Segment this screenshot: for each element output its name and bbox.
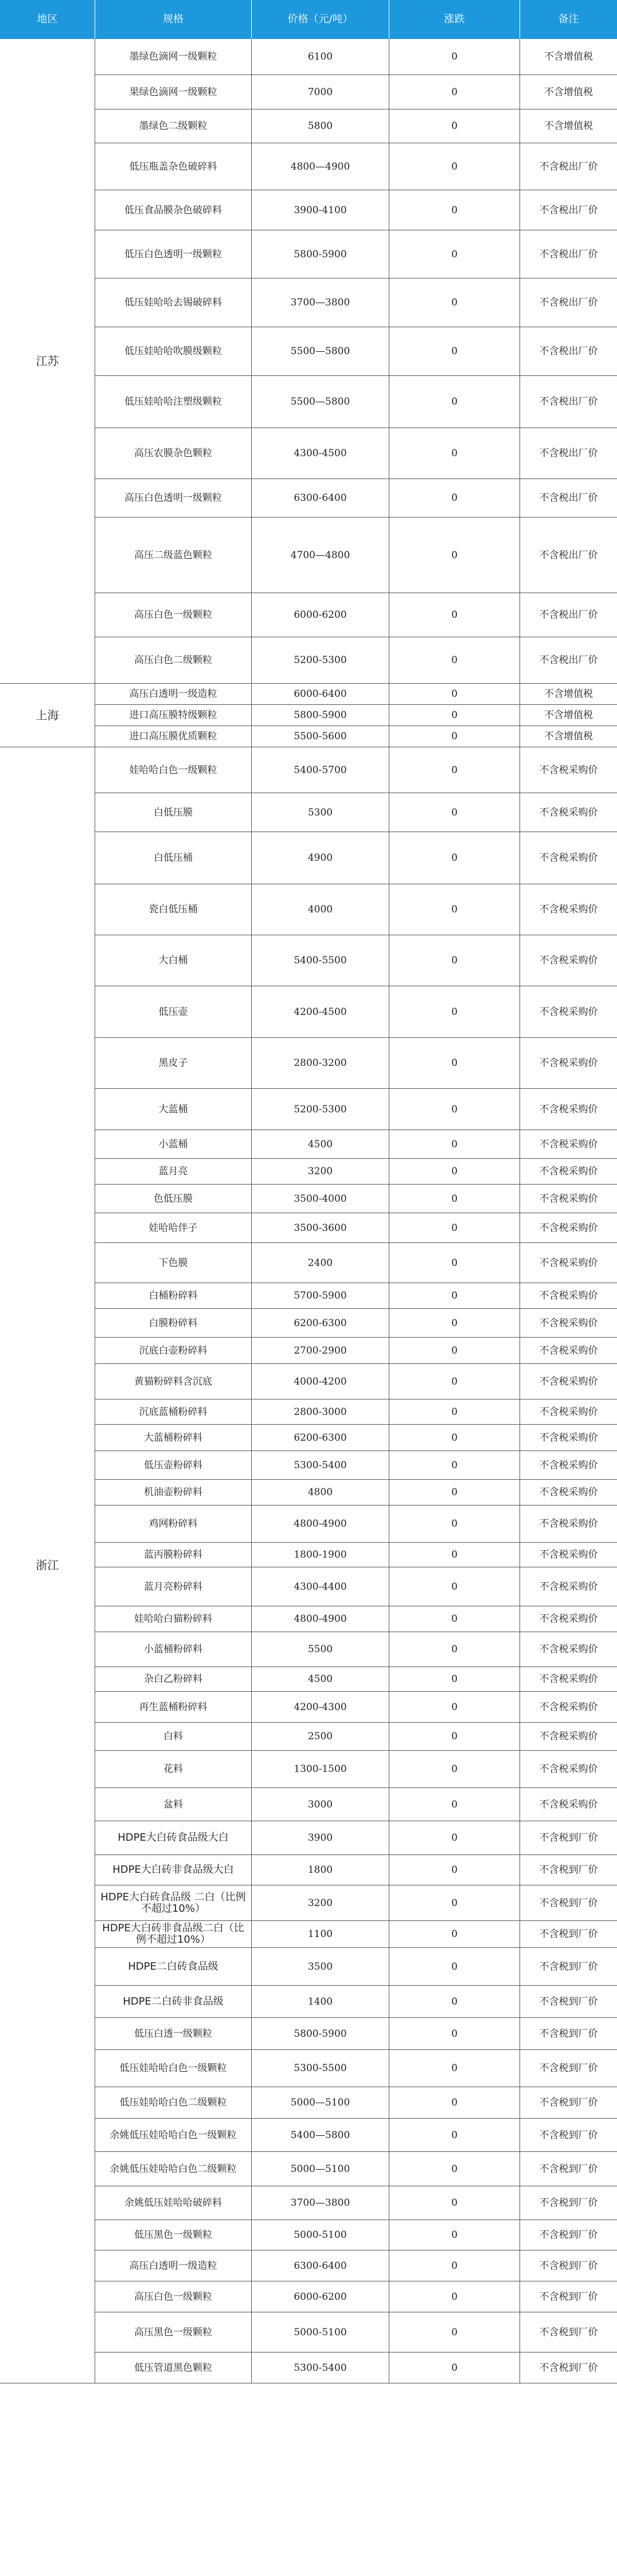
price-cell: 4500	[252, 1667, 389, 1692]
note-cell: 不含税采购价	[520, 793, 617, 832]
spec-cell: 大蓝桶	[95, 1089, 252, 1130]
change-cell: 0	[389, 832, 520, 884]
spec-cell: 进口高压膜优质颗粒	[95, 726, 252, 747]
change-cell: 0	[389, 1185, 520, 1213]
price-cell: 5000-5100	[252, 2312, 389, 2352]
price-cell: 2800-3200	[252, 1038, 389, 1089]
spec-cell: 进口高压膜特级颗粒	[95, 705, 252, 726]
note-cell: 不含税采购价	[520, 747, 617, 793]
change-cell: 0	[389, 1338, 520, 1364]
change-cell: 0	[389, 2312, 520, 2352]
note-cell: 不含税出厂价	[520, 327, 617, 376]
change-cell: 0	[389, 428, 520, 479]
spec-cell: 高压黑色一级颗粒	[95, 2312, 252, 2352]
header-region: 地区	[0, 0, 95, 39]
spec-cell: 高压白透明一级造粒	[95, 2250, 252, 2281]
note-cell: 不含税到厂价	[520, 1821, 617, 1855]
change-cell: 0	[389, 2087, 520, 2119]
change-cell: 0	[389, 1159, 520, 1185]
price-cell: 5200-5300	[252, 637, 389, 684]
price-cell: 5000—5100	[252, 2152, 389, 2186]
price-cell: 5500	[252, 1632, 389, 1667]
spec-cell: 机油壶粉碎料	[95, 1480, 252, 1505]
note-cell: 不含增值税	[520, 75, 617, 109]
spec-cell: HDPE二白砖食品级	[95, 1948, 252, 1986]
spec-cell: 娃哈哈伴子	[95, 1213, 252, 1243]
spec-cell: 高压白色一级颗粒	[95, 593, 252, 637]
spec-cell: HDPE二白砖非食品级	[95, 1986, 252, 2018]
change-cell: 0	[389, 39, 520, 75]
price-cell: 5800-5900	[252, 2018, 389, 2050]
spec-cell: 白料	[95, 1723, 252, 1751]
price-cell: 3200	[252, 1885, 389, 1921]
spec-cell: 鸡网粉碎料	[95, 1505, 252, 1543]
change-cell: 0	[389, 75, 520, 109]
change-cell: 0	[389, 684, 520, 705]
spec-cell: 低压壶粉碎料	[95, 1451, 252, 1480]
note-cell: 不含税到厂价	[520, 2119, 617, 2152]
change-cell: 0	[389, 2050, 520, 2087]
change-cell: 0	[389, 2352, 520, 2383]
change-cell: 0	[389, 1821, 520, 1855]
note-cell: 不含税采购价	[520, 1632, 617, 1667]
price-cell: 1300-1500	[252, 1751, 389, 1788]
price-cell: 4800-4900	[252, 1505, 389, 1543]
spec-cell: 高压白透明一级造粒	[95, 684, 252, 705]
note-cell: 不含税采购价	[520, 1399, 617, 1425]
change-cell: 0	[389, 1692, 520, 1723]
change-cell: 0	[389, 1309, 520, 1338]
spec-cell: 墨绿色滴网一级颗粒	[95, 39, 252, 75]
change-cell: 0	[389, 1399, 520, 1425]
price-cell: 3900-4100	[252, 190, 389, 230]
change-cell: 0	[389, 2281, 520, 2312]
change-cell: 0	[389, 705, 520, 726]
spec-cell: 白低压膜	[95, 793, 252, 832]
change-cell: 0	[389, 109, 520, 143]
note-cell: 不含税出厂价	[520, 376, 617, 428]
note-cell: 不含税采购价	[520, 1606, 617, 1632]
spec-cell: 沉底蓝桶粉碎料	[95, 1399, 252, 1425]
spec-cell: 黄猫粉碎料含沉底	[95, 1364, 252, 1399]
note-cell: 不含增值税	[520, 684, 617, 705]
price-cell: 3000	[252, 1788, 389, 1821]
note-cell: 不含税到厂价	[520, 2018, 617, 2050]
change-cell: 0	[389, 726, 520, 747]
price-cell: 2500	[252, 1723, 389, 1751]
note-cell: 不含税出厂价	[520, 279, 617, 327]
spec-cell: 娃哈哈白色一级颗粒	[95, 747, 252, 793]
price-cell: 4900	[252, 832, 389, 884]
price-cell: 2400	[252, 1243, 389, 1283]
spec-cell: 低压娃哈哈白色一级颗粒	[95, 2050, 252, 2087]
note-cell: 不含税出厂价	[520, 190, 617, 230]
change-cell: 0	[389, 1751, 520, 1788]
spec-cell: 小蓝桶粉碎料	[95, 1632, 252, 1667]
spec-cell: HDPE大白砖食品级 二白（比例不超过10%）	[95, 1885, 252, 1921]
note-cell: 不含税采购价	[520, 1213, 617, 1243]
spec-cell: 下色膜	[95, 1243, 252, 1283]
price-cell: 5500—5800	[252, 327, 389, 376]
price-cell: 5000-5100	[252, 2220, 389, 2250]
change-cell: 0	[389, 1986, 520, 2018]
price-cell: 1800-1900	[252, 1543, 389, 1567]
note-cell: 不含税到厂价	[520, 1948, 617, 1986]
note-cell: 不含税到厂价	[520, 1885, 617, 1921]
spec-cell: 低压娃哈哈白色二级颗粒	[95, 2087, 252, 2119]
change-cell: 0	[389, 2186, 520, 2220]
change-cell: 0	[389, 1364, 520, 1399]
change-cell: 0	[389, 1130, 520, 1159]
price-cell: 6200-6300	[252, 1309, 389, 1338]
spec-cell: 小蓝桶	[95, 1130, 252, 1159]
change-cell: 0	[389, 1855, 520, 1885]
change-cell: 0	[389, 747, 520, 793]
note-cell: 不含税采购价	[520, 1543, 617, 1567]
price-cell: 6300-6400	[252, 479, 389, 517]
spec-cell: 沉底白壶粉碎料	[95, 1338, 252, 1364]
price-cell: 5500-5600	[252, 726, 389, 747]
price-cell: 4800-4900	[252, 1606, 389, 1632]
note-cell: 不含税到厂价	[520, 2152, 617, 2186]
spec-cell: 低压娃哈哈吹膜级颗粒	[95, 327, 252, 376]
note-cell: 不含税到厂价	[520, 2186, 617, 2220]
price-cell: 4000	[252, 884, 389, 935]
price-cell: 3700—3800	[252, 2186, 389, 2220]
note-cell: 不含税采购价	[520, 884, 617, 935]
spec-cell: 低压娃哈哈去锡破碎料	[95, 279, 252, 327]
note-cell: 不含税到厂价	[520, 2087, 617, 2119]
change-cell: 0	[389, 1480, 520, 1505]
change-cell: 0	[389, 1788, 520, 1821]
note-cell: 不含税采购价	[520, 1480, 617, 1505]
spec-cell: 低压瓶盖杂色破碎料	[95, 143, 252, 190]
change-cell: 0	[389, 793, 520, 832]
price-cell: 3500-4000	[252, 1185, 389, 1213]
note-cell: 不含税出厂价	[520, 428, 617, 479]
price-cell: 5300-5400	[252, 2352, 389, 2383]
change-cell: 0	[389, 2250, 520, 2281]
note-cell: 不含税采购价	[520, 1425, 617, 1451]
spec-cell: 蓝丙膜粉碎料	[95, 1543, 252, 1567]
spec-cell: 低压白透一级颗粒	[95, 2018, 252, 2050]
change-cell: 0	[389, 2220, 520, 2250]
note-cell: 不含税采购价	[520, 1451, 617, 1480]
spec-cell: HDPE大白砖非食品级大白	[95, 1855, 252, 1885]
price-cell: 5700-5900	[252, 1283, 389, 1309]
price-cell: 4300-4400	[252, 1567, 389, 1606]
change-cell: 0	[389, 1632, 520, 1667]
price-cell: 6200-6300	[252, 1425, 389, 1451]
spec-cell: 低压白色透明一级颗粒	[95, 230, 252, 279]
price-cell: 5300-5400	[252, 1451, 389, 1480]
region-cell: 上海	[0, 684, 95, 747]
change-cell: 0	[389, 230, 520, 279]
price-cell: 3500	[252, 1948, 389, 1986]
price-cell: 1100	[252, 1921, 389, 1948]
price-cell: 5300	[252, 793, 389, 832]
note-cell: 不含增值税	[520, 726, 617, 747]
price-cell: 3900	[252, 1821, 389, 1855]
price-cell: 6000-6200	[252, 2281, 389, 2312]
change-cell: 0	[389, 1213, 520, 1243]
price-cell: 5400-5700	[252, 747, 389, 793]
note-cell: 不含税采购价	[520, 1283, 617, 1309]
change-cell: 0	[389, 1567, 520, 1606]
note-cell: 不含增值税	[520, 109, 617, 143]
note-cell: 不含税采购价	[520, 1751, 617, 1788]
region-cell: 浙江	[0, 747, 95, 2383]
price-cell: 5800-5900	[252, 230, 389, 279]
spec-cell: 低压黑色一级颗粒	[95, 2220, 252, 2250]
region-cell: 江苏	[0, 39, 95, 684]
price-cell: 4700—4800	[252, 517, 389, 593]
spec-cell: 白膜粉碎料	[95, 1309, 252, 1338]
note-cell: 不含税采购价	[520, 986, 617, 1038]
spec-cell: 蓝月亮粉碎料	[95, 1567, 252, 1606]
price-cell: 5300-5500	[252, 2050, 389, 2087]
spec-cell: 低压管道黑色颗粒	[95, 2352, 252, 2383]
change-cell: 0	[389, 1283, 520, 1309]
price-cell: 7000	[252, 75, 389, 109]
note-cell: 不含税到厂价	[520, 2281, 617, 2312]
note-cell: 不含税到厂价	[520, 1855, 617, 1885]
spec-cell: 瓷白低压桶	[95, 884, 252, 935]
change-cell: 0	[389, 637, 520, 684]
note-cell: 不含税到厂价	[520, 2312, 617, 2352]
change-cell: 0	[389, 1543, 520, 1567]
spec-cell: 高压农膜杂色颗粒	[95, 428, 252, 479]
note-cell: 不含税到厂价	[520, 2352, 617, 2383]
price-cell: 5400-5500	[252, 935, 389, 986]
note-cell: 不含税采购价	[520, 1692, 617, 1723]
spec-cell: 黑皮子	[95, 1038, 252, 1089]
change-cell: 0	[389, 517, 520, 593]
note-cell: 不含税采购价	[520, 1338, 617, 1364]
spec-cell: 盆料	[95, 1788, 252, 1821]
change-cell: 0	[389, 1667, 520, 1692]
change-cell: 0	[389, 935, 520, 986]
note-cell: 不含税采购价	[520, 1089, 617, 1130]
price-cell: 4300-4500	[252, 428, 389, 479]
spec-cell: 娃哈哈白猫粉碎料	[95, 1606, 252, 1632]
price-cell: 5400—5800	[252, 2119, 389, 2152]
change-cell: 0	[389, 1505, 520, 1543]
note-cell: 不含税采购价	[520, 1723, 617, 1751]
spec-cell: 墨绿色二级颗粒	[95, 109, 252, 143]
price-cell: 4500	[252, 1130, 389, 1159]
change-cell: 0	[389, 1038, 520, 1089]
change-cell: 0	[389, 1243, 520, 1283]
spec-cell: 余姚低压娃哈哈白色一级颗粒	[95, 2119, 252, 2152]
change-cell: 0	[389, 190, 520, 230]
change-cell: 0	[389, 1606, 520, 1632]
header-spec: 规格	[95, 0, 252, 39]
spec-cell: 高压白色二级颗粒	[95, 637, 252, 684]
note-cell: 不含税到厂价	[520, 1986, 617, 2018]
note-cell: 不含税采购价	[520, 1788, 617, 1821]
change-cell: 0	[389, 2152, 520, 2186]
note-cell: 不含税采购价	[520, 1243, 617, 1283]
price-cell: 4200-4300	[252, 1692, 389, 1723]
price-cell: 4200-4500	[252, 986, 389, 1038]
note-cell: 不含税到厂价	[520, 2250, 617, 2281]
change-cell: 0	[389, 593, 520, 637]
spec-cell: 高压白色透明一级颗粒	[95, 479, 252, 517]
change-cell: 0	[389, 279, 520, 327]
change-cell: 0	[389, 986, 520, 1038]
spec-cell: 高压二级蓝色颗粒	[95, 517, 252, 593]
note-cell: 不含税到厂价	[520, 2050, 617, 2087]
price-cell: 4800—4900	[252, 143, 389, 190]
spec-cell: 余姚低压娃哈哈白色二级颗粒	[95, 2152, 252, 2186]
change-cell: 0	[389, 327, 520, 376]
note-cell: 不含税采购价	[520, 1185, 617, 1213]
change-cell: 0	[389, 376, 520, 428]
change-cell: 0	[389, 1885, 520, 1921]
note-cell: 不含税采购价	[520, 935, 617, 986]
price-cell: 6000-6400	[252, 684, 389, 705]
spec-cell: 低压壶	[95, 986, 252, 1038]
note-cell: 不含税到厂价	[520, 1921, 617, 1948]
change-cell: 0	[389, 1451, 520, 1480]
note-cell: 不含增值税	[520, 39, 617, 75]
note-cell: 不含税出厂价	[520, 143, 617, 190]
spec-cell: HDPE大白砖非食品级二白（比例不超过10%）	[95, 1921, 252, 1948]
change-cell: 0	[389, 1089, 520, 1130]
price-cell: 3500-3600	[252, 1213, 389, 1243]
header-change: 涨跌	[389, 0, 520, 39]
spec-cell: 低压食品膜杂色破碎料	[95, 190, 252, 230]
change-cell: 0	[389, 1921, 520, 1948]
header-price: 价格（元/吨）	[252, 0, 389, 39]
price-cell: 1400	[252, 1986, 389, 2018]
note-cell: 不含税采购价	[520, 1309, 617, 1338]
note-cell: 不含税出厂价	[520, 517, 617, 593]
note-cell: 不含税出厂价	[520, 230, 617, 279]
spec-cell: 白桶粉碎料	[95, 1283, 252, 1309]
spec-cell: 大蓝桶粉碎料	[95, 1425, 252, 1451]
price-cell: 2700-2900	[252, 1338, 389, 1364]
price-cell: 3200	[252, 1159, 389, 1185]
note-cell: 不含税采购价	[520, 1505, 617, 1543]
change-cell: 0	[389, 2018, 520, 2050]
note-cell: 不含税采购价	[520, 1667, 617, 1692]
note-cell: 不含税采购价	[520, 1130, 617, 1159]
price-cell: 5500—5800	[252, 376, 389, 428]
spec-cell: HDPE大白砖食品级大白	[95, 1821, 252, 1855]
spec-cell: 白低压桶	[95, 832, 252, 884]
spec-cell: 花料	[95, 1751, 252, 1788]
price-cell: 5800	[252, 109, 389, 143]
price-cell: 5200-5300	[252, 1089, 389, 1130]
price-cell: 1800	[252, 1855, 389, 1885]
spec-cell: 低压娃哈哈注塑级颗粒	[95, 376, 252, 428]
change-cell: 0	[389, 2119, 520, 2152]
note-cell: 不含税到厂价	[520, 2220, 617, 2250]
price-cell: 6100	[252, 39, 389, 75]
spec-cell: 蓝月亮	[95, 1159, 252, 1185]
note-cell: 不含税采购价	[520, 1364, 617, 1399]
note-cell: 不含税出厂价	[520, 637, 617, 684]
change-cell: 0	[389, 884, 520, 935]
change-cell: 0	[389, 1948, 520, 1986]
spec-cell: 果绿色滴网一级颗粒	[95, 75, 252, 109]
spec-cell: 大白桶	[95, 935, 252, 986]
change-cell: 0	[389, 479, 520, 517]
header-note: 备注	[520, 0, 617, 39]
price-cell: 3700—3800	[252, 279, 389, 327]
change-cell: 0	[389, 143, 520, 190]
spec-cell: 高压白色一级颗粒	[95, 2281, 252, 2312]
price-cell: 4800	[252, 1480, 389, 1505]
price-cell: 4000-4200	[252, 1364, 389, 1399]
price-cell: 6000-6200	[252, 593, 389, 637]
note-cell: 不含税采购价	[520, 1038, 617, 1089]
note-cell: 不含税采购价	[520, 832, 617, 884]
note-cell: 不含税采购价	[520, 1567, 617, 1606]
note-cell: 不含税出厂价	[520, 593, 617, 637]
spec-cell: 杂白乙粉碎料	[95, 1667, 252, 1692]
note-cell: 不含增值税	[520, 705, 617, 726]
spec-cell: 再生蓝桶粉碎料	[95, 1692, 252, 1723]
price-cell: 5000—5100	[252, 2087, 389, 2119]
price-cell: 2800-3000	[252, 1399, 389, 1425]
note-cell: 不含税采购价	[520, 1159, 617, 1185]
price-cell: 5800-5900	[252, 705, 389, 726]
spec-cell: 余姚低压娃哈哈破碎料	[95, 2186, 252, 2220]
change-cell: 0	[389, 1723, 520, 1751]
price-cell: 6300-6400	[252, 2250, 389, 2281]
note-cell: 不含税出厂价	[520, 479, 617, 517]
spec-cell: 色低压膜	[95, 1185, 252, 1213]
change-cell: 0	[389, 1425, 520, 1451]
